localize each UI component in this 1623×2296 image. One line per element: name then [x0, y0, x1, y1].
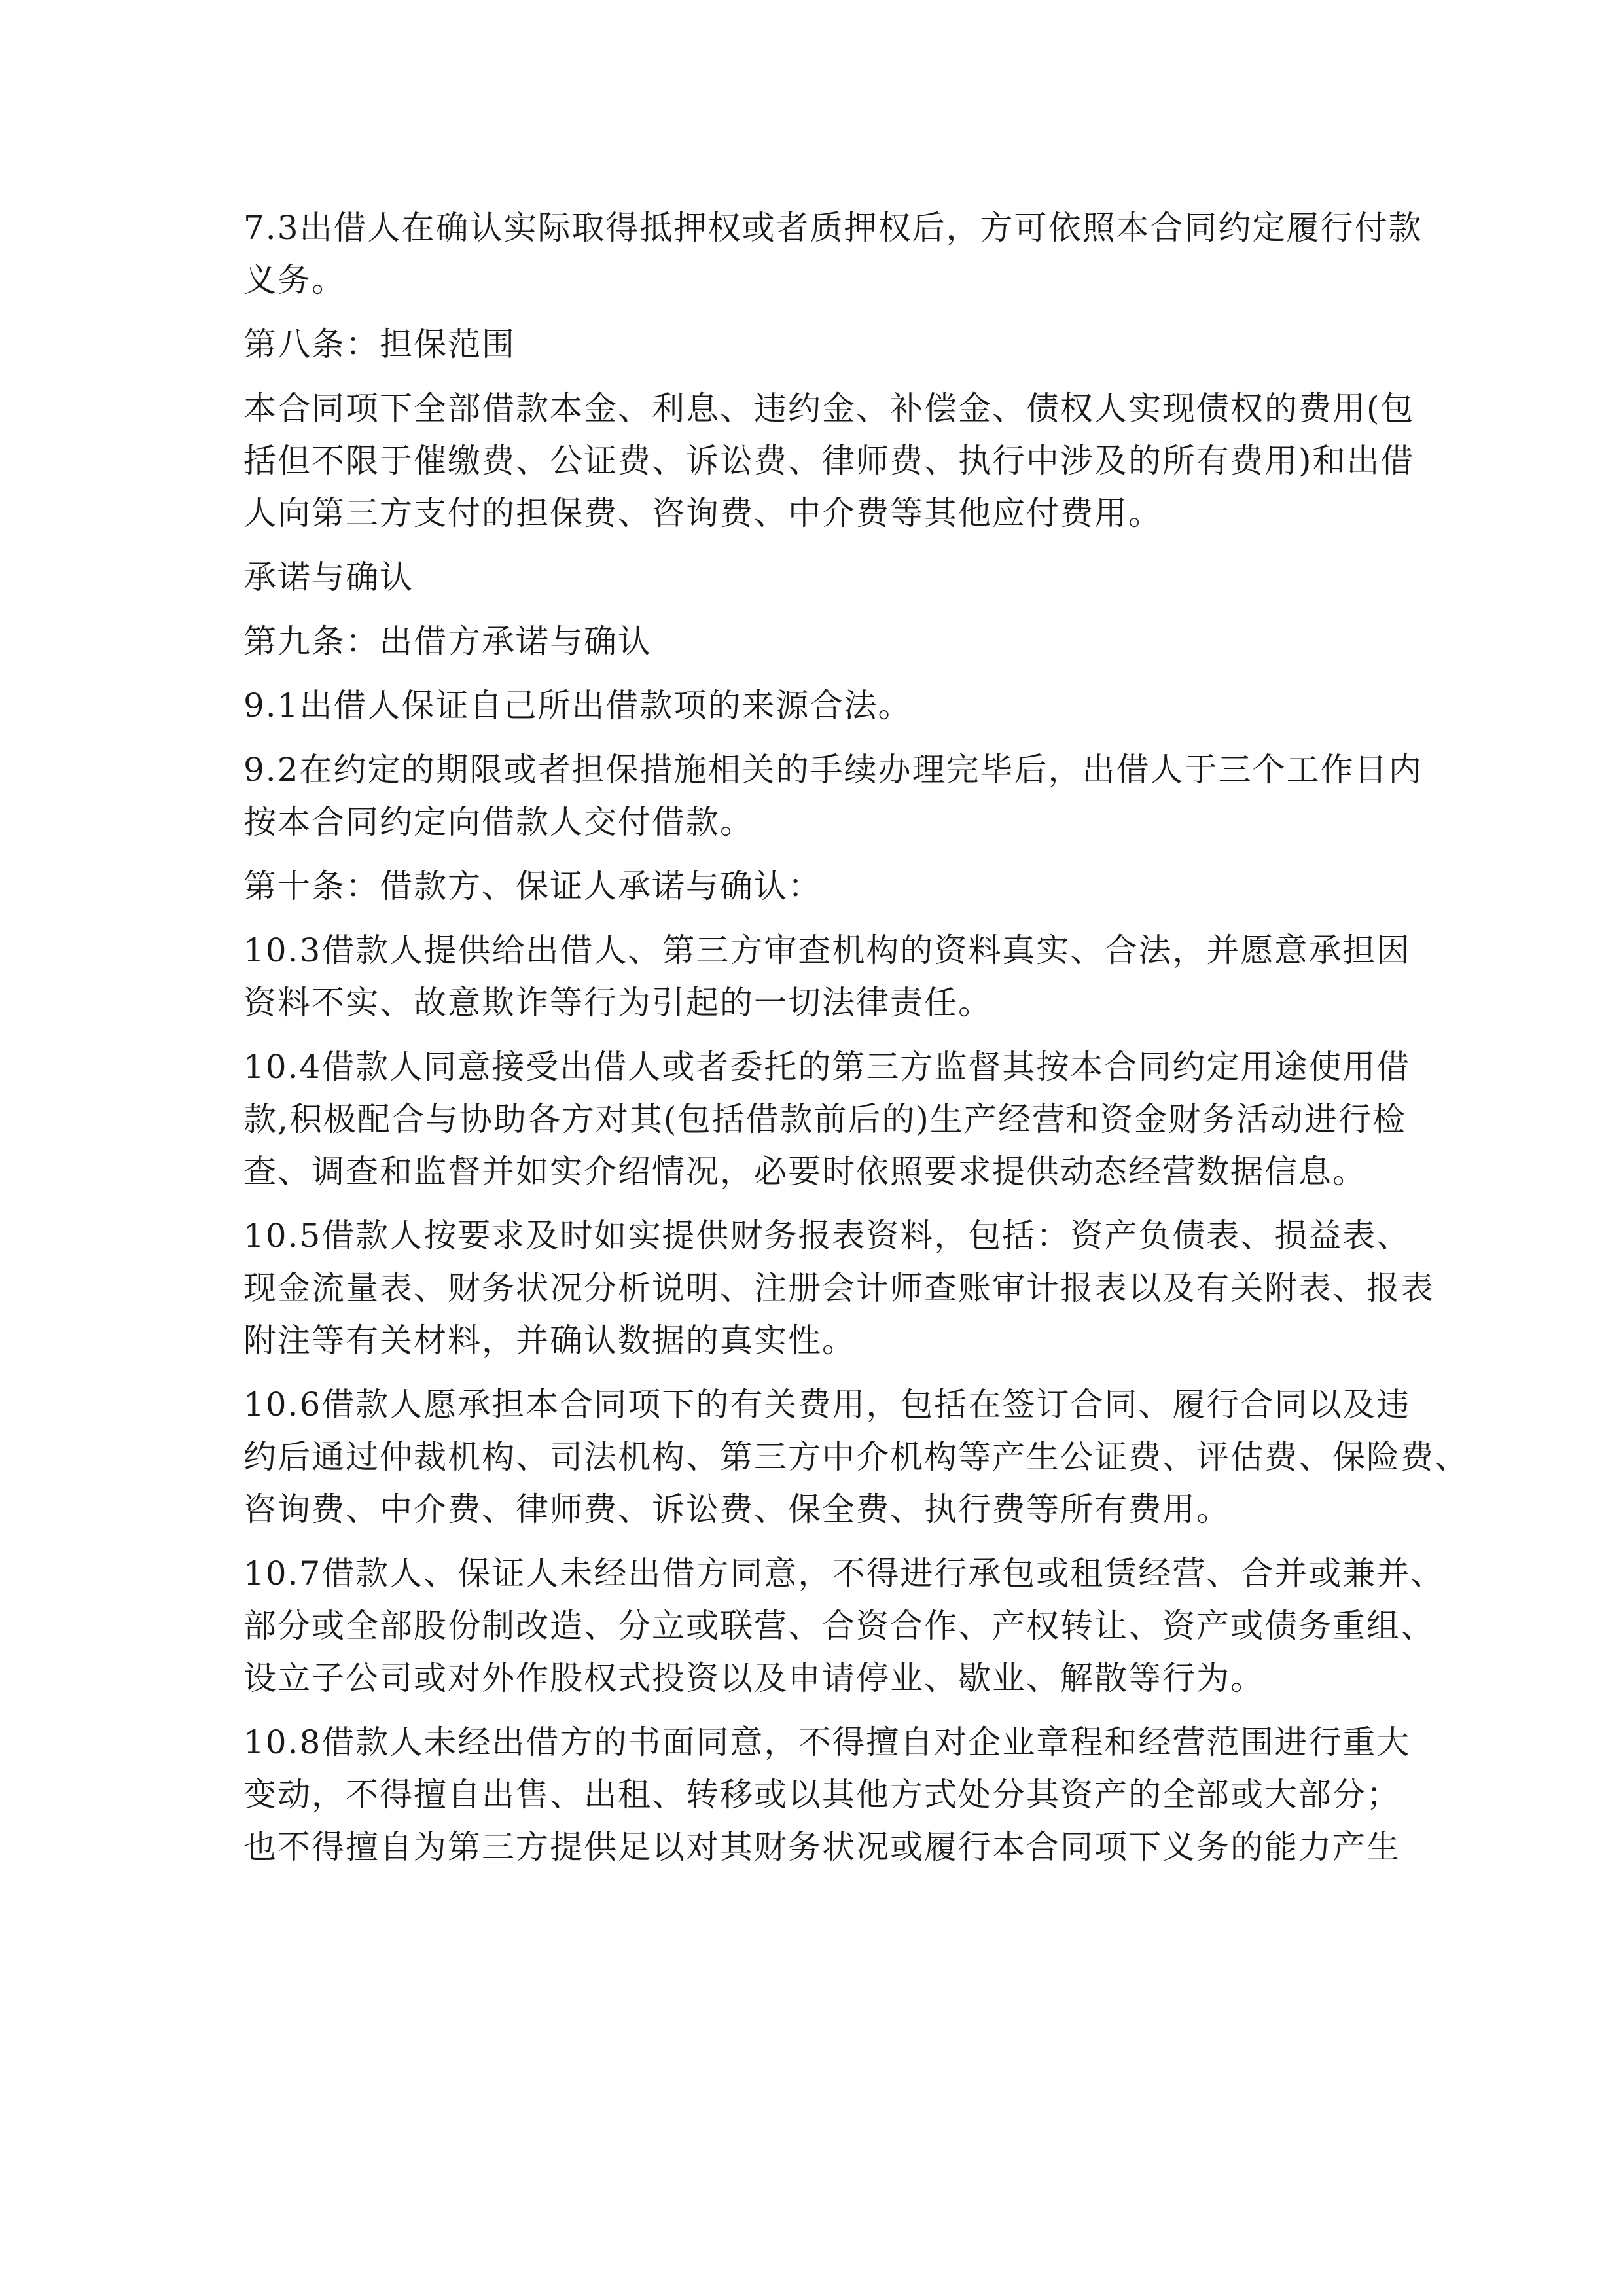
text-line: 承诺与确认 [243, 558, 414, 596]
document-body [243, 202, 1469, 1885]
text-line: 10.8借款人未经出借方的书面同意，不得擅自对企业章程和经营范围进行重大 [243, 1723, 1411, 1761]
paragraph [243, 551, 1395, 603]
paragraph [243, 924, 1411, 1029]
text-line: 现金流量表、财务状况分析说明、注册会计师查账审计报表以及有关附表、报表 [243, 1269, 1435, 1307]
text-line: 附注等有关材料，并确认数据的真实性。 [243, 1321, 856, 1359]
paragraph [243, 1378, 1469, 1535]
paragraph [243, 744, 1423, 848]
text-line: 设立子公司或对外作股权式投资以及申请停业、歇业、解散等行为。 [243, 1659, 1264, 1697]
text-line: 10.6借款人愿承担本合同项下的有关费用，包括在签订合同、履行合同以及违 [243, 1386, 1411, 1424]
text-line: 括但不限于催缴费、公证费、诉讼费、律师费、执行中涉及的所有费用)和出借 [243, 442, 1415, 480]
text-line: 7.3出借人在确认实际取得抵押权或者质押权后，方可依照本合同约定履行付款 [243, 209, 1423, 247]
text-line: 也不得擅自为第三方提供足以对其财务状况或履行本合同项下义务的能力产生 [243, 1828, 1400, 1866]
text-line: 第八条：担保范围 [243, 325, 516, 363]
text-line: 义务。 [243, 261, 346, 299]
text-line: 第九条：出借方承诺与确认 [243, 622, 652, 660]
text-line: 部分或全部股份制改造、分立或联营、合资合作、产权转让、资产或债务重组、 [243, 1607, 1435, 1645]
paragraph [243, 1716, 1411, 1873]
text-line: 10.7借款人、保证人未经出借方同意，不得进行承包或租赁经营、合并或兼并、 [243, 1554, 1445, 1592]
text-line: 第十条：借款方、保证人承诺与确认： [243, 867, 822, 905]
text-line: 款,积极配合与协助各方对其(包括借款前后的)生产经营和资金财务活动进行检 [243, 1100, 1406, 1138]
paragraph [243, 1547, 1445, 1704]
text-line: 9.1出借人保证自己所出借款项的来源合法。 [243, 687, 912, 725]
text-line: 资料不实、故意欺诈等行为引起的一切法律责任。 [243, 984, 992, 1022]
text-line: 查、调查和监督并如实介绍情况，必要时依照要求提供动态经营数据信息。 [243, 1153, 1366, 1191]
paragraph [243, 382, 1415, 539]
text-line: 咨询费、中介费、律师费、诉讼费、保全费、执行费等所有费用。 [243, 1490, 1230, 1528]
text-line: 变动，不得擅自出售、出租、转移或以其他方式处分其资产的全部或大部分； [243, 1776, 1400, 1814]
text-line: 9.2在约定的期限或者担保措施相关的手续办理完毕后，出借人于三个工作日内 [243, 751, 1423, 789]
paragraph [243, 860, 1395, 912]
paragraph [243, 1210, 1435, 1367]
paragraph [243, 679, 1395, 732]
text-line: 10.4借款人同意接受出借人或者委托的第三方监督其按本合同约定用途使用借 [243, 1048, 1411, 1086]
paragraph [243, 202, 1423, 306]
paragraph [243, 318, 1395, 370]
text-line: 10.5借款人按要求及时如实提供财务报表资料，包括：资产负债表、损益表、 [243, 1217, 1411, 1255]
text-line: 本合同项下全部借款本金、利息、违约金、补偿金、债权人实现债权的费用(包 [243, 389, 1415, 427]
text-line: 按本合同约定向借款人交付借款。 [243, 803, 754, 841]
paragraph [243, 1041, 1411, 1198]
paragraph [243, 615, 1395, 668]
text-line: 10.3借款人提供给出借人、第三方审查机构的资料真实、合法，并愿意承担因 [243, 931, 1411, 969]
text-line: 约后通过仲裁机构、司法机构、第三方中介机构等产生公证费、评估费、保险费、 [243, 1438, 1469, 1476]
text-line: 人向第三方支付的担保费、咨询费、中介费等其他应付费用。 [243, 494, 1162, 532]
